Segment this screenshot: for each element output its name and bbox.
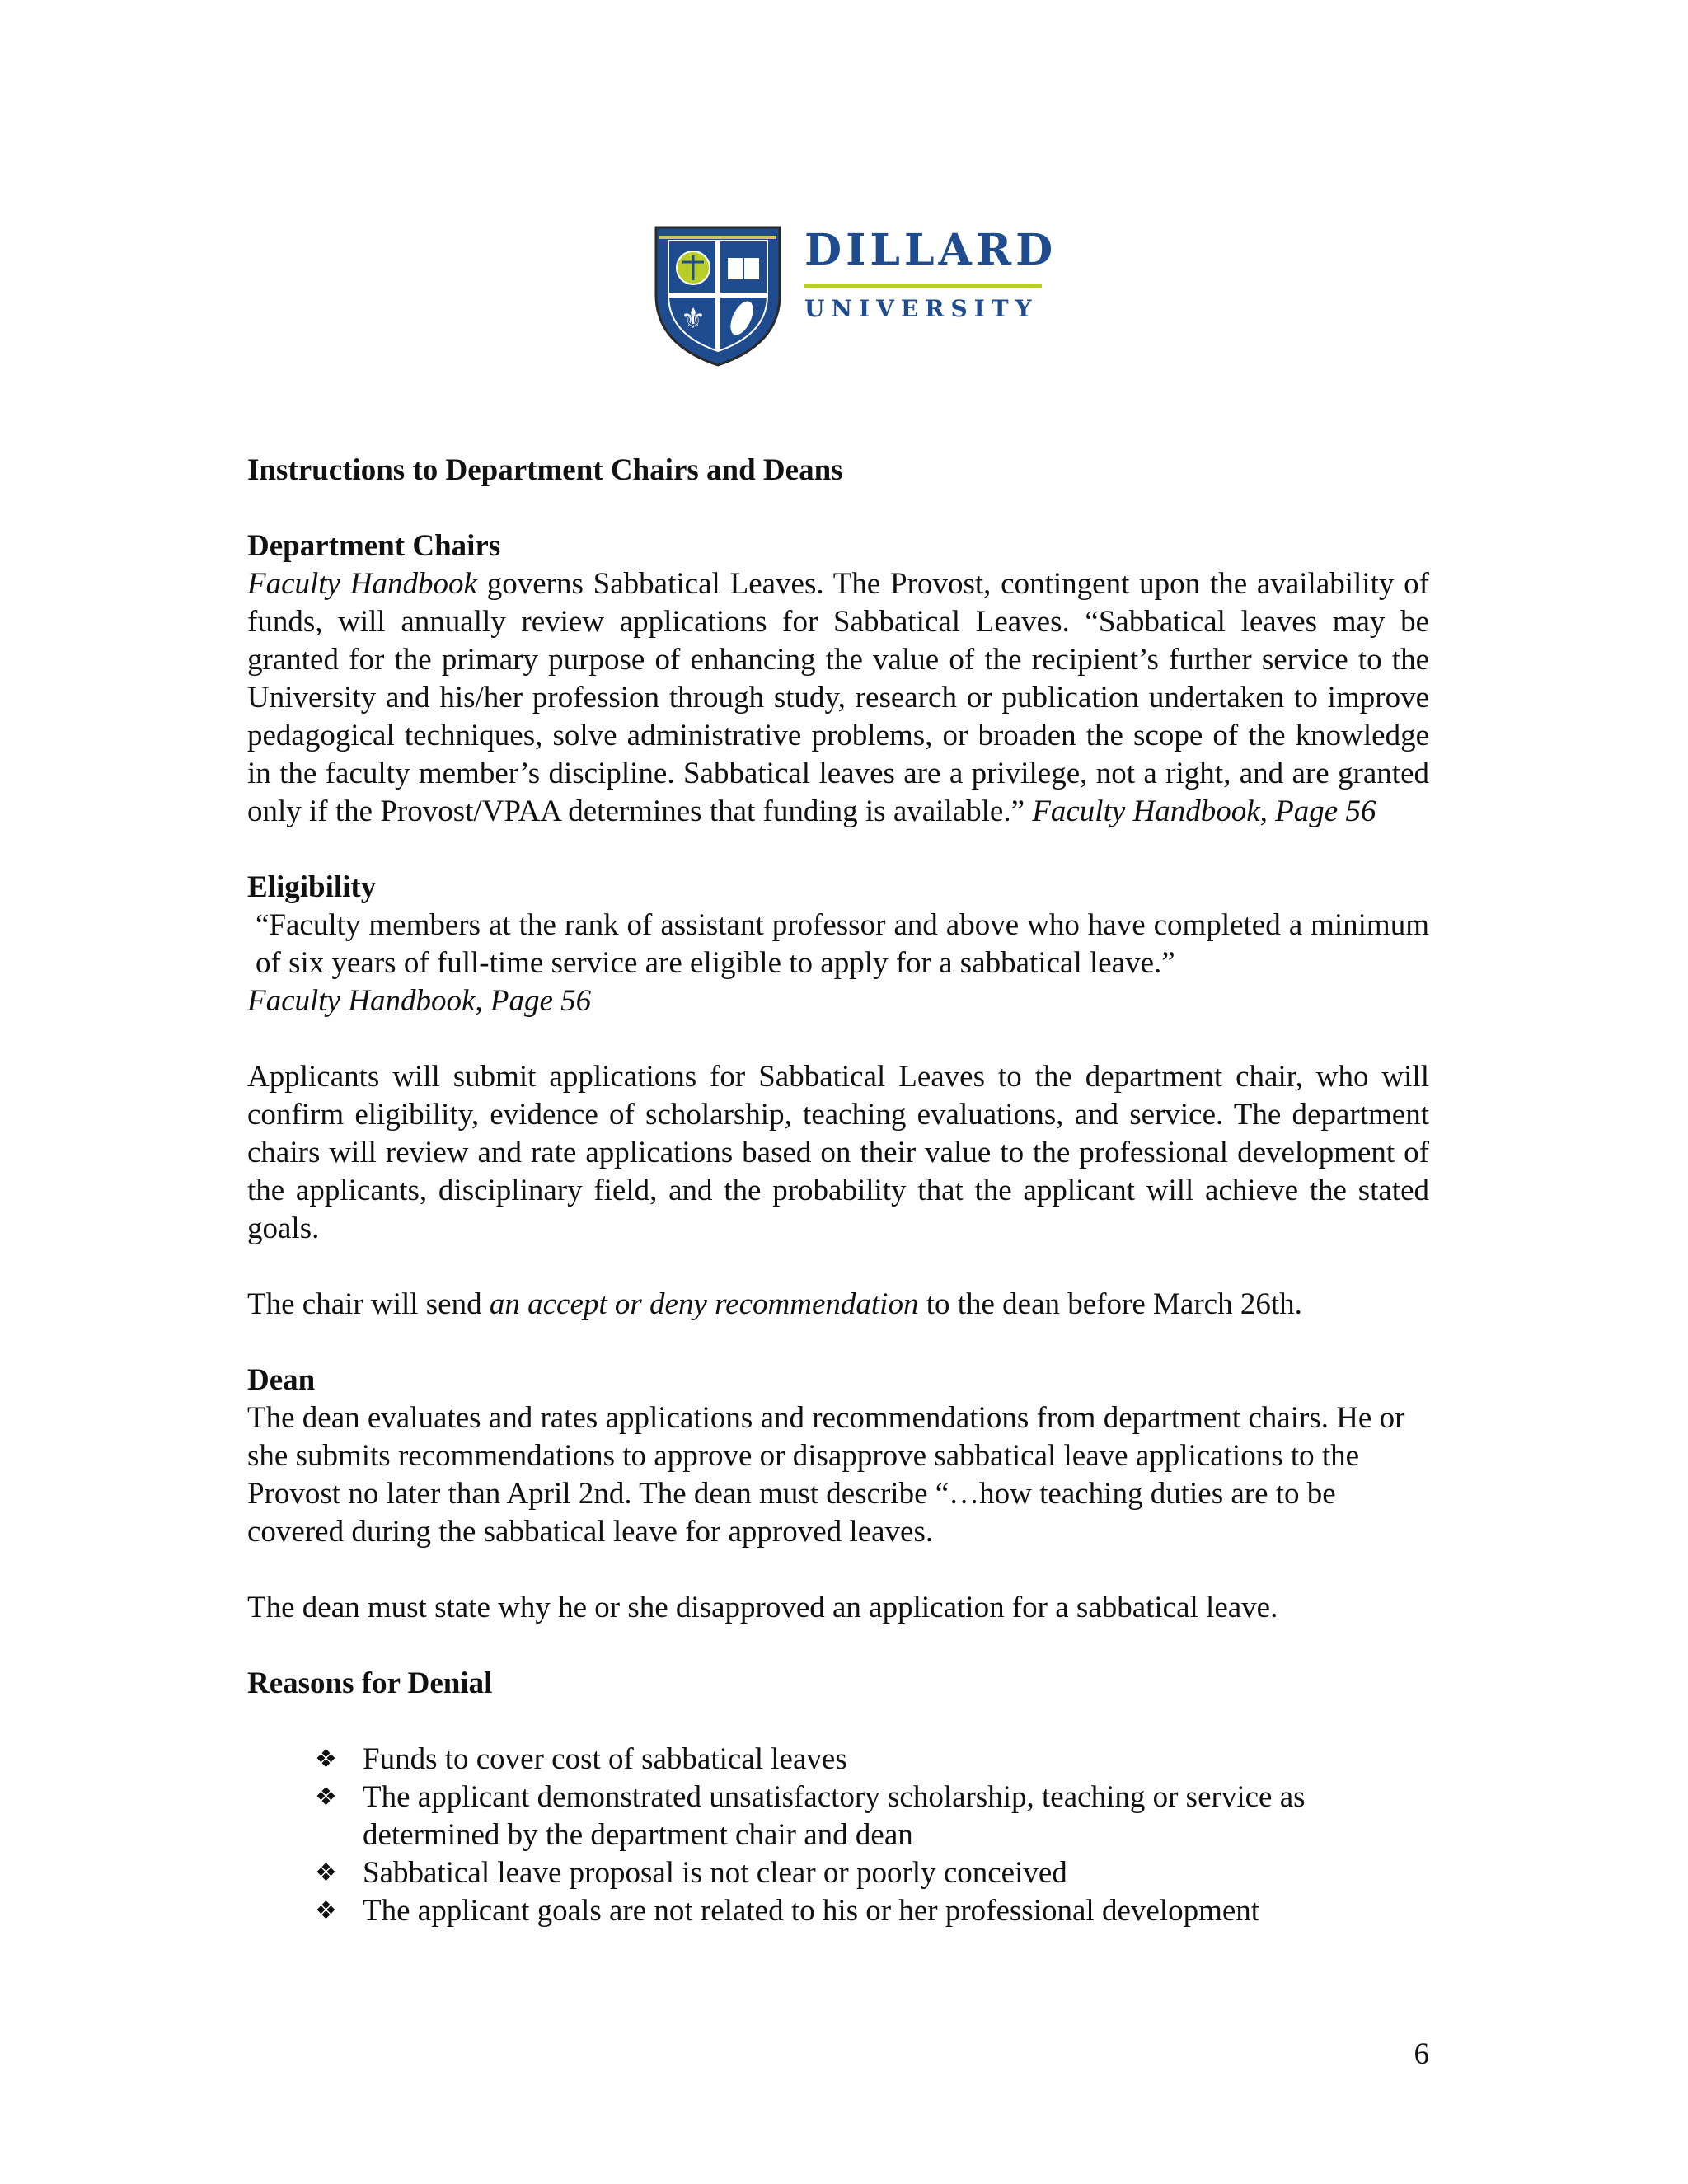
page-number: 6 [1414,2037,1429,2071]
diamond-bullet-icon: ❖ [315,1858,337,1887]
diamond-bullet-icon: ❖ [315,1783,337,1811]
reasons-list [247,1741,1429,1930]
list-item [315,1779,1429,1854]
eligibility-quote: “Faculty members at the rank of assistant professor and above who have completed a minimum of six years of full-time service are eligible to apply for a sabbatical leave.” [256,908,1429,980]
svg-text:⚜: ⚜ [680,302,706,335]
dept-chairs-citation: Faculty Handbook, Page 56 [1032,794,1376,828]
chair-text-prefix: The chair will send [247,1287,490,1321]
handbook-reference: Faculty Handbook [247,567,477,601]
university-wordmark [804,225,1060,322]
university-crest [640,213,796,369]
dept-chairs-heading: Department Chairs [247,529,501,563]
document-body [247,452,1429,1930]
eligibility-heading: Eligibility [247,870,377,904]
reason-text: The applicant goals are not related to his or her professional development [363,1894,1260,1928]
dept-chairs-paragraph [247,565,1429,831]
applicants-paragraph: Applicants will submit applications for Sabbatical Leaves to the department chair, who will confirm eligibility, evidence of scholarship, teaching evaluations, and service. The department chairs will review and rate applications based on their value to the professional development of the applicants, disciplinary field, and the probability that the applicant will achieve the stated goals. [247,1060,1429,1245]
university-subtitle: UNIVERSITY [804,295,1039,322]
diamond-bullet-icon: ❖ [315,1896,337,1925]
university-logo [640,213,1060,369]
diamond-bullet-icon: ❖ [315,1745,337,1774]
document-title: Instructions to Department Chairs and Deans [247,453,843,487]
eligibility-citation: Faculty Handbook, Page 56 [247,984,592,1018]
reason-text: Funds to cover cost of sabbatical leaves [363,1742,847,1776]
dept-chairs-text: governs Sabbatical Leaves. The Provost, contingent upon the availability of funds, will annually review applications for Sabbatical Leaves. “Sabbatical leaves may be granted for the primary purpose of enhancing the value of the recipient’s further service to the University and his/her profession through study, research or publication undertaken to improve pedagogical techniques, solve administrative problems, or broaden the scope of the knowledge in the faculty member’s discipline. Sabbatical leaves are a privilege, not a right, and are granted only if the Provost/VPAA determines that funding is available.” [247,567,1429,828]
dean-paragraph-2: The dean must state why he or she disapproved an application for a sabbatical leave. [247,1591,1278,1624]
chair-recommendation-paragraph [247,1286,1429,1324]
chair-text-emphasis: an accept or deny recommendation [489,1287,919,1321]
dean-paragraph-1: The dean evaluates and rates applications and recommendations from department chairs. He or she submits recommendations to approve or disapprove sabbatical leave applications to the Provost no later than April 2nd. The dean must describe “…how teaching duties are to be covered during the sabbatical leave for approved leaves. [247,1401,1405,1549]
reason-text: The applicant demonstrated unsatisfactory scholarship, teaching or service as determined by the department chair and dean [363,1780,1306,1852]
university-name: DILLARD [804,225,1057,275]
list-item [315,1741,1429,1779]
list-item [315,1854,1429,1892]
dean-heading: Dean [247,1363,316,1397]
chair-text-suffix: to the dean before March 26th. [918,1287,1302,1321]
list-item [315,1892,1429,1930]
reason-text: Sabbatical leave proposal is not clear or poorly conceived [363,1856,1067,1890]
wordmark-rule [804,284,1042,288]
reasons-heading: Reasons for Denial [247,1666,493,1700]
